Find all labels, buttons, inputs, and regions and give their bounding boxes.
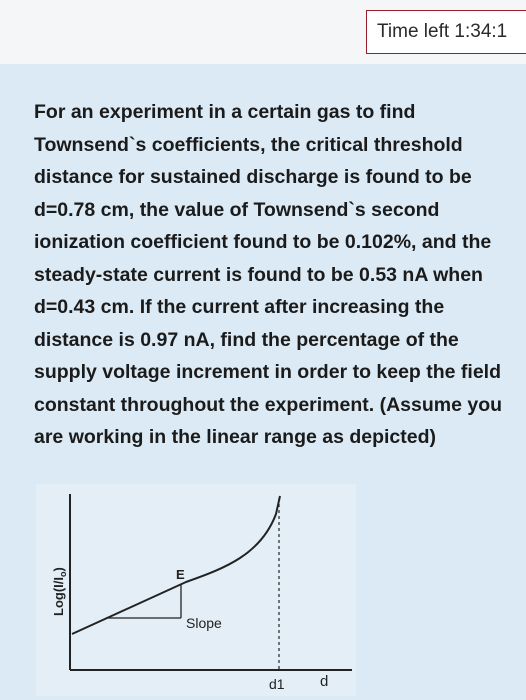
y-axis-label: $Log(I/I_o)$	[51, 567, 68, 616]
slope-point-label: E	[176, 567, 185, 582]
slope-label: Slope	[186, 615, 222, 631]
question-text: For an experiment in a certain gas to find Townsend`s coefficients, the critical threshold distance for sustained discharge is found to be d=0.78 cm, the value of Townsend`s second ionization coefficient found to be 0.102%, and the steady-state current is found to be 0.53 nA when d=0.43 cm. If the current after increasing the distance is 0.97 nA, find the percentage of the supply voltage increment in order to keep the field constant throughout the experiment. (Assume you are working in the linear range as depicted)	[34, 101, 503, 448]
townsend-figure	[36, 484, 356, 696]
x-tick-label-d1: d1	[269, 676, 285, 692]
question-card	[0, 64, 526, 700]
time-left-indicator: Time left 1:34:1	[366, 10, 526, 54]
top-bar	[0, 0, 526, 64]
townsend-graph	[36, 484, 356, 696]
x-axis-label: d	[320, 673, 329, 690]
log-current-curve	[72, 496, 280, 634]
